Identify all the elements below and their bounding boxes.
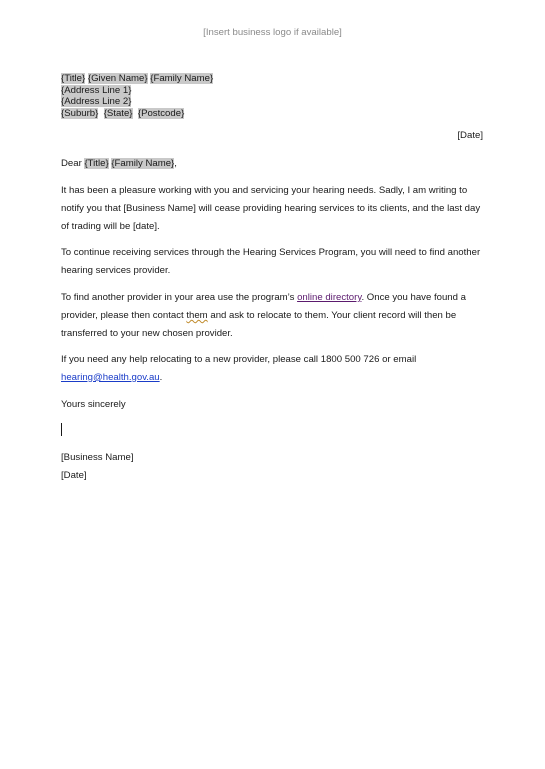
address-name-line: [61, 73, 484, 85]
merge-field-title[interactable]: {Title}: [61, 73, 86, 84]
paragraph-3: [61, 289, 484, 342]
paragraph-4-start: If you need any help relocating to a new provider, please call 1800 500 726 or email: [61, 354, 417, 365]
paragraph-4-end: .: [159, 371, 163, 383]
merge-field-postcode[interactable]: {Postcode}: [137, 107, 185, 119]
salutation: [61, 155, 484, 173]
paragraph-1-text: It has been a pleasure working with you and servicing your hearing needs. Sadly, I am writing to notify you that [Business Name] will cease providing hearing services to its clients, and the last day of trading will be [date].: [61, 185, 481, 232]
paragraph-2: [61, 244, 484, 280]
recipient-address: [61, 73, 484, 119]
address-locality-line: [61, 108, 484, 120]
merge-field-address-line-2[interactable]: {Address Line 2}: [61, 96, 132, 107]
paragraph-3-spellcheck-word[interactable]: them: [186, 309, 208, 321]
salutation-comma: ,: [174, 158, 177, 169]
logo-placeholder: [Insert business logo if available]: [203, 27, 342, 38]
letter-date: [Date]: [457, 130, 483, 141]
online-directory-link[interactable]: online directory: [297, 292, 362, 303]
merge-field-suburb[interactable]: {Suburb}: [61, 107, 99, 119]
salutation-title-field[interactable]: {Title}: [84, 158, 109, 169]
signature-date: [Date]: [61, 469, 87, 481]
paragraph-3-middle: . Once you have found a provider, please then contact: [61, 292, 466, 321]
salutation-dear: Dear: [61, 158, 82, 169]
text-cursor[interactable]: [61, 423, 62, 436]
merge-field-family-name[interactable]: {Family Name}: [150, 73, 214, 84]
paragraph-3-end: and ask to relocate to them. Your client record will then be transferred to your new chosen provider.: [61, 309, 457, 339]
signature-business-name: [Business Name]: [61, 452, 134, 463]
paragraph-4: [61, 351, 484, 387]
paragraph-3-start: To find another provider in your area use the program’s: [61, 292, 298, 303]
salutation-family-name-field[interactable]: {Family Name}: [111, 158, 175, 169]
email-link[interactable]: hearing@health.gov.au: [61, 371, 160, 383]
sign-off: [61, 396, 484, 414]
address-line-1: [61, 85, 484, 97]
merge-field-address-line-1[interactable]: {Address Line 1}: [61, 84, 132, 96]
paragraph-2-text: To continue receiving services through the Hearing Services Program, you will need to find another hearing services provider.: [61, 247, 481, 276]
merge-field-given-name[interactable]: {Given Name}: [87, 73, 148, 84]
signature-block: [61, 449, 484, 485]
merge-field-state[interactable]: {State}: [103, 107, 133, 119]
paragraph-1: [61, 182, 484, 235]
sign-off-text: Yours sincerely: [61, 399, 126, 410]
address-line-2: [61, 96, 484, 108]
